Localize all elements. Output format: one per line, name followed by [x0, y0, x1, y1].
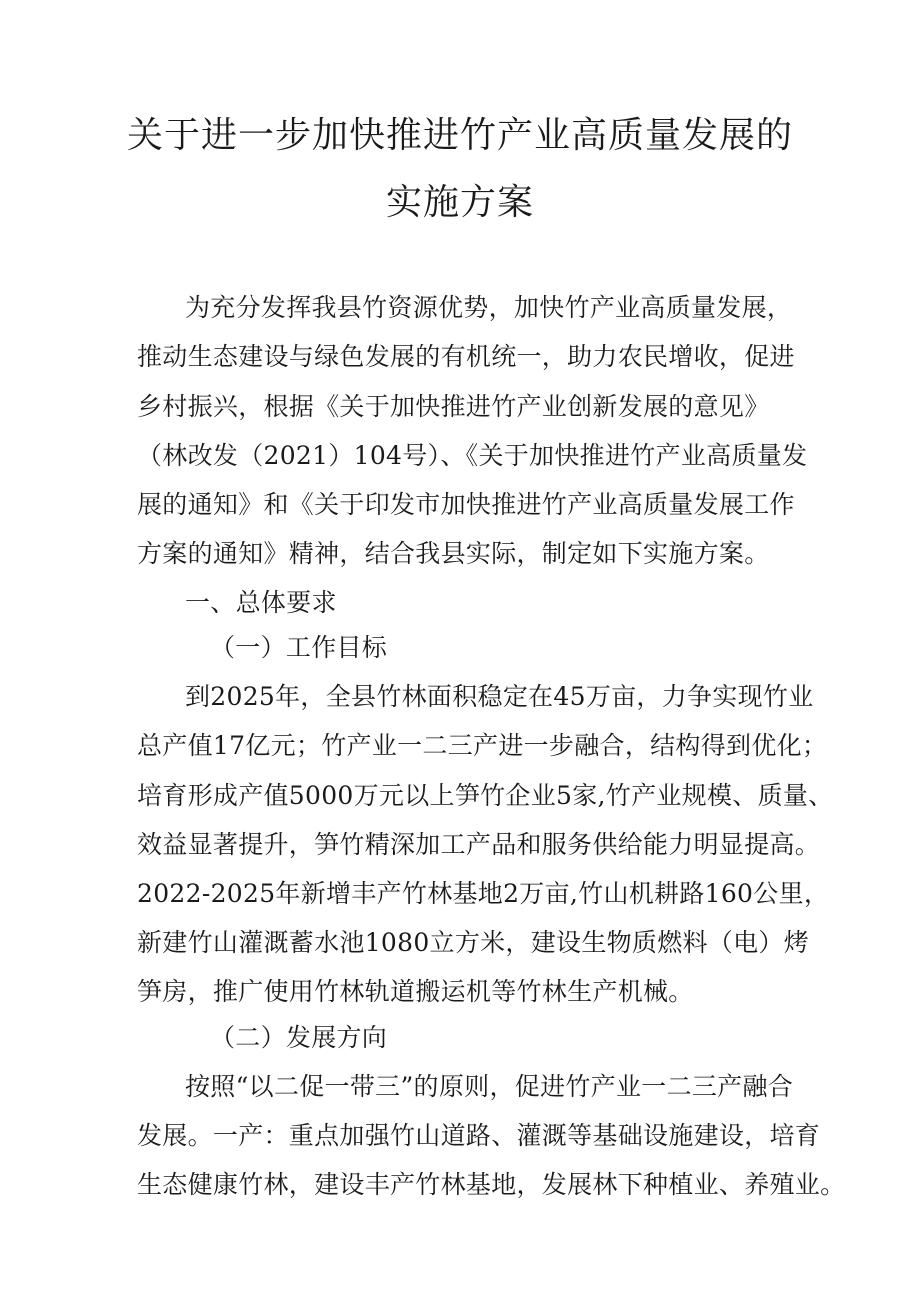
- goals-line: 到2025年，全县竹林面积稳定在45万亩，力争实现竹业: [185, 682, 814, 711]
- subsection-heading: （一）工作目标: [210, 633, 388, 662]
- goals-line: 笋房，推广使用竹林轨道搬运机等竹林生产机械。: [137, 977, 694, 1006]
- direction-line: 按照“以二促一带三”的原则，促进竹产业一二三产融合: [185, 1072, 794, 1101]
- goals-line: 效益显著提升，笋竹精深加工产品和服务供给能力明显提高。: [137, 830, 821, 859]
- intro-line: 乡村振兴，根据《关于加快推进竹产业创新发展的意见》: [137, 392, 770, 421]
- document-title-line-2: 实施方案: [385, 182, 534, 223]
- goals-line: 总产值17亿元；竹产业一二三产进一步融合，结构得到优化；: [137, 731, 828, 760]
- direction-line: 生态健康竹林，建设丰产竹林基地，发展林下种植业、养殖业。: [137, 1170, 846, 1199]
- intro-line: 方案的通知》精神，结合我县实际，制定如下实施方案。: [137, 539, 770, 568]
- document-title-line-1: 关于进一步加快推进竹产业高质量发展的: [126, 115, 793, 156]
- goals-line: 新建竹山灌溉蓄水池1080立方米，建设生物质燃料（电）烤: [137, 928, 810, 957]
- goals-line: 培育形成产值5000万元以上笋竹企业5家,竹产业规模、质量、: [137, 781, 834, 810]
- direction-line: 发展。一产：重点加强竹山道路、灌溉等基础设施建设，培育: [137, 1121, 821, 1150]
- intro-line: 展的通知》和《关于印发市加快推进竹产业高质量发展工作: [137, 490, 795, 519]
- goals-line: 2022-2025年新增丰产竹林基地2万亩,竹山机耕路160公里，: [137, 879, 830, 908]
- section-heading: 一、总体要求: [185, 588, 337, 617]
- intro-line: （林改发（2021）104号）、《关于加快推进竹产业高质量发: [137, 441, 808, 470]
- subsection-heading: （二）发展方向: [210, 1023, 388, 1052]
- intro-line: 推动生态建设与绿色发展的有机统一，助力农民增收，促进: [137, 342, 795, 371]
- intro-line: 为充分发挥我县竹资源优势，加快竹产业高质量发展，: [185, 293, 793, 322]
